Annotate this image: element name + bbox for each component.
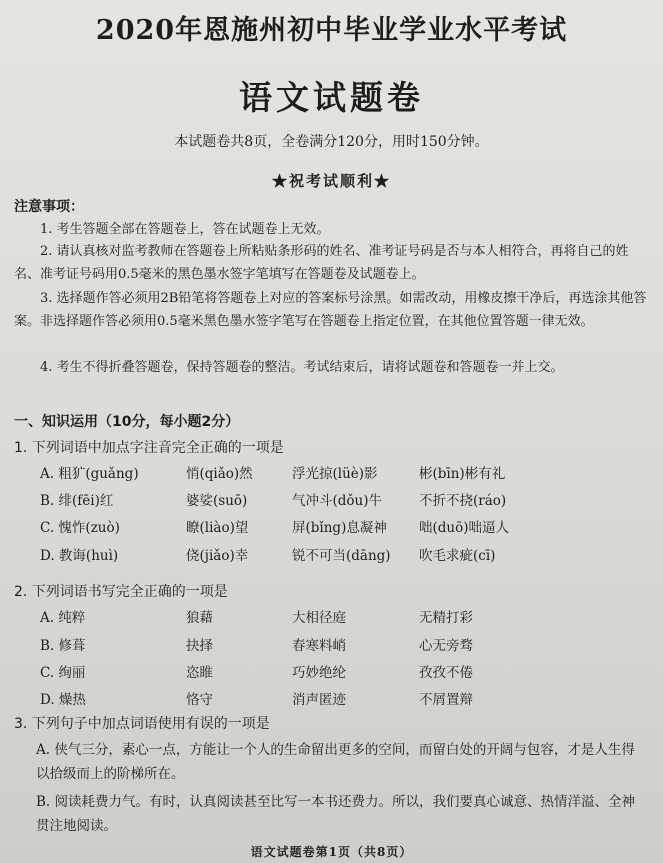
question-stem: 1. 下列词语中加点字注音完全正确的一项是 <box>14 440 284 456</box>
option-cell: 锐不可当(dāng) <box>292 548 391 564</box>
option-cell: D. 教诲(huì) <box>40 548 119 564</box>
option-cell: 屏(bǐng)息凝神 <box>292 520 387 536</box>
question-stem: 2. 下列词语书写完全正确的一项是 <box>14 584 228 600</box>
option-cell: 消声匿迹 <box>292 692 346 708</box>
notice-item: 4. 考生不得折叠答题卷，保持答题卷的整洁。考试结束后，请将试题卷和答题卷一并上交。 <box>40 360 564 375</box>
question-stem: 3. 下列句子中加点词语使用有误的一项是 <box>14 716 270 732</box>
option-cell: 悄(qiǎo)然 <box>186 466 253 482</box>
notice-item: 1. 考生答题全部在答题卷上，答在试题卷上无效。 <box>40 222 330 237</box>
option-cell: B. 修葺 <box>40 638 86 654</box>
option-cell: 婆娑(suō) <box>186 493 248 509</box>
option-paragraph-a: A. 侠气三分，素心一点，方能让一个人的生命留出更多的空间，而留白处的开阔与包容，才是人生得以拾级而上的阶梯所在。 <box>36 742 635 782</box>
option-cell: D. 燥热 <box>40 692 86 708</box>
option-row-d <box>40 544 640 568</box>
option-cell: 孜孜不倦 <box>419 665 473 681</box>
paper-title: 语文试题卷 <box>239 78 424 117</box>
option-cell: 气冲斗(dǒu)牛 <box>292 493 382 509</box>
option-cell: 咄(duō)咄逼人 <box>419 520 509 536</box>
option-row-c <box>40 516 640 540</box>
option-cell: 抉择 <box>186 638 213 654</box>
option-row-b <box>40 634 640 658</box>
option-row-d <box>40 688 640 712</box>
notice-heading: 注意事项： <box>14 199 84 215</box>
page-footer: 语文试题卷第1页（共8页） <box>250 845 413 859</box>
option-cell: 侥(jiǎo)幸 <box>186 548 249 564</box>
option-cell: 大相径庭 <box>292 610 346 626</box>
notice-item: 3. 选择题作答必须用2B铅笔将答题卷上对应的答案标号涂黑。如需改动，用橡皮擦干净后，再选涂其他答案。非选择题作答必须用0.5毫米黑色墨水签字笔写在答题卷上指定位置，在其他位置答题一律无效。 <box>14 291 647 329</box>
option-cell: 彬(bīn)彬有礼 <box>419 466 506 482</box>
option-paragraph-b: B. 阅读耗费力气。有时，认真阅读甚至比写一本书还费力。所以，我们要真心诚意、热情洋溢、全神贯注地阅读。 <box>36 794 636 834</box>
option-cell: 春寒料峭 <box>292 638 346 654</box>
option-cell: 浮光掠(lüè)影 <box>292 466 378 482</box>
option-cell: A. 纯粹 <box>40 610 86 626</box>
exam-title: 2020年恩施州初中毕业学业水平考试 <box>95 15 568 46</box>
option-cell: A. 粗犷(guǎng) <box>40 466 139 482</box>
option-row-a <box>40 606 640 630</box>
option-cell: 狼藉 <box>186 610 213 626</box>
good-luck-banner: ★祝考试顺利★ <box>271 172 391 190</box>
option-cell: 恪守 <box>186 692 213 708</box>
notice-item: 2. 请认真核对监考教师在答题卷上所粘贴条形码的姓名、准考证号码是否与本人相符合，再将自己的姓名、准考证号码用0.5毫米的黑色墨水签字笔填写在答题卷及试题卷上。 <box>14 244 629 282</box>
option-cell: 吹毛求疵(cī) <box>419 548 496 564</box>
option-row-b <box>40 489 640 513</box>
option-cell: 巧妙绝纶 <box>292 665 346 681</box>
option-cell: 瞭(liào)望 <box>186 520 249 536</box>
section-heading: 一、知识运用（10分，每小题2分） <box>14 414 240 430</box>
exam-info-line: 本试题卷共8页，全卷满分120分，用时150分钟。 <box>174 134 489 150</box>
option-cell: 不屑置辩 <box>419 692 473 708</box>
option-cell: 无精打彩 <box>419 610 473 626</box>
option-cell: C. 绚丽 <box>40 665 86 681</box>
option-cell: B. 绯(fēi)红 <box>40 493 114 509</box>
option-row-c <box>40 661 640 685</box>
option-cell: 心无旁骛 <box>419 638 473 654</box>
option-cell: 不折不挠(ráo) <box>419 493 507 509</box>
option-cell: C. 愧怍(zuò) <box>40 520 120 536</box>
option-row-a <box>40 462 640 486</box>
option-cell: 恣睢 <box>186 665 213 681</box>
